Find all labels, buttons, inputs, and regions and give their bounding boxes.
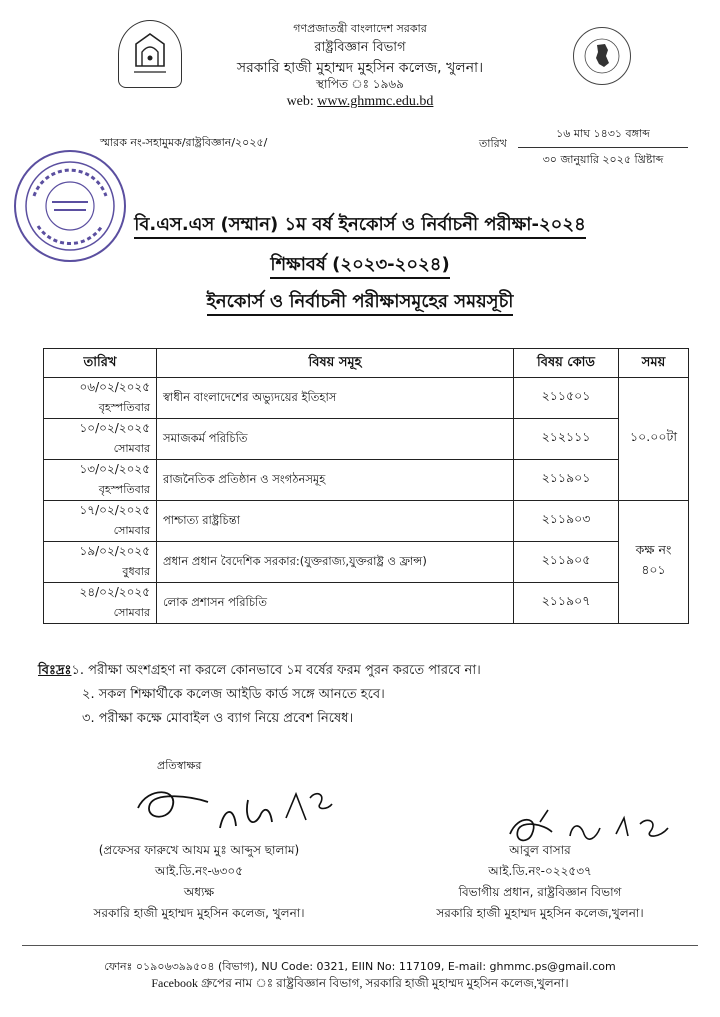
table-row bbox=[44, 501, 689, 542]
schedule-title-text: ইনকোর্স ও নির্বাচনী পরীক্ষাসমূহের সময়সূচী bbox=[207, 291, 514, 316]
table-header-row bbox=[44, 349, 689, 378]
date-label: তারিখ bbox=[479, 137, 507, 150]
exam-day: সোমবার bbox=[113, 605, 150, 619]
head-id: আই.ডি.নং-০২২৫৩৭ bbox=[488, 864, 592, 878]
header-subject: বিষয় সমূহ bbox=[157, 349, 514, 378]
exam-title bbox=[100, 210, 620, 241]
exam-date: ১৯/০২/২০২৫ bbox=[79, 543, 150, 558]
college-name: সরকারি হাজী মুহাম্মদ মুহসিন কলেজ, খুলনা। bbox=[236, 60, 484, 76]
exam-day: বৃহস্পতিবার bbox=[98, 400, 150, 414]
header-date: তারিখ bbox=[44, 349, 157, 378]
department-head-signatory bbox=[400, 840, 680, 924]
principal-signature bbox=[120, 778, 340, 844]
header-code: বিষয় কোড bbox=[514, 349, 619, 378]
notes-section bbox=[38, 659, 481, 731]
countersign-label: প্রতিস্বাক্ষর bbox=[157, 759, 202, 772]
note-item-2: ২. সকল শিক্ষার্থীকে কলেজ আইডি কার্ড সঙ্গে আনতে হবে। bbox=[82, 687, 385, 702]
code-cell: ২১১৯০৩ bbox=[514, 501, 619, 542]
principal-signatory bbox=[64, 840, 334, 924]
date-cell bbox=[44, 501, 157, 542]
head-name: আবুল বাসার bbox=[509, 843, 571, 857]
footer-divider bbox=[22, 945, 698, 946]
code-cell: ২১১৯০৭ bbox=[514, 583, 619, 624]
established-year: স্থাপিত ঃ ১৯৬৯ bbox=[316, 77, 404, 91]
note-item-1 bbox=[38, 659, 481, 683]
department-seal-stamp bbox=[14, 150, 126, 262]
date-cell bbox=[44, 460, 157, 501]
exam-date: ১৩/০২/২০২৫ bbox=[79, 461, 150, 476]
room-label: কক্ষ নং bbox=[635, 542, 672, 557]
code-cell: ২১২১১১ bbox=[514, 419, 619, 460]
website-link[interactable]: www.ghmmc.edu.bd bbox=[317, 94, 434, 109]
exam-title-text: বি.এস.এস (সম্মান) ১ম বর্ষ ইনকোর্স ও নির্বাচনী পরীক্ষা-২০২৪ bbox=[134, 214, 586, 239]
exam-date: ২৪/০২/২০২৫ bbox=[79, 584, 150, 599]
time-cell: ১০.০০টা bbox=[619, 378, 689, 501]
table-row bbox=[44, 583, 689, 624]
exam-date: ১৭/০২/২০২৫ bbox=[79, 502, 150, 517]
footer-facebook: Facebook গ্রুপের নাম ঃ রাষ্ট্রবিজ্ঞান বিভাগ, সরকারি হাজী মুহাম্মদ মুহসিন কলেজ,খুলনা। bbox=[151, 976, 569, 990]
exam-day: বুধবার bbox=[122, 564, 150, 578]
seal-stamp-icon bbox=[20, 156, 120, 256]
exam-day: সোমবার bbox=[113, 441, 150, 455]
note-text-1: ১. পরীক্ষা অংশগ্রহণ না করলে কোনভাবে ১ম বর্ষের ফরম পুরন করতে পারবে না। bbox=[71, 663, 481, 678]
principal-id: আই.ডি.নং-৬৩০৫ bbox=[155, 864, 243, 878]
date-cell bbox=[44, 419, 157, 460]
code-cell: ২১১৯০৫ bbox=[514, 542, 619, 583]
memo-number: স্মারক নং-সহামুমক/রাষ্ট্রবিজ্ঞান/২০২৫/ bbox=[100, 136, 268, 149]
subject-cell: স্বাধীন বাংলাদেশের অভ্যুদয়ের ইতিহাস bbox=[157, 378, 514, 419]
exam-date: ০৬/০২/২০২৫ bbox=[79, 379, 150, 394]
head-title: বিভাগীয় প্রধান, রাষ্ট্রবিজ্ঞান বিভাগ bbox=[458, 885, 622, 899]
room-cell bbox=[619, 501, 689, 624]
date-bangla: ১৬ মাঘ ১৪৩১ বঙ্গাব্দ bbox=[518, 125, 688, 148]
session-title bbox=[100, 250, 620, 281]
subject-cell: রাজনৈতিক প্রতিষ্ঠান ও সংগঠনসমূহ bbox=[157, 460, 514, 501]
date-cell bbox=[44, 378, 157, 419]
table-row bbox=[44, 419, 689, 460]
website-line bbox=[150, 94, 570, 110]
principal-org: সরকারি হাজী মুহাম্মদ মুহসিন কলেজ, খুলনা। bbox=[93, 906, 305, 920]
schedule-table bbox=[43, 348, 689, 624]
room-number: ৪০১ bbox=[641, 562, 666, 577]
subject-cell: প্রধান প্রধান বৈদেশিক সরকার:(যুক্তরাজ্য,যুক্তরাষ্ট্র ও ফ্রান্স) bbox=[157, 542, 514, 583]
website-label: web: bbox=[286, 94, 314, 109]
date-block bbox=[518, 125, 688, 170]
table-row bbox=[44, 542, 689, 583]
table-row bbox=[44, 460, 689, 501]
footer-contact: ফোনঃ ০১৯০৬৩৯৯৫০৪ (বিভাগ), NU Code: 0321, EIIN No: 117109, E-mail: ghmmc.ps@gmail.com bbox=[104, 960, 616, 973]
note-item-3: ৩. পরীক্ষা কক্ষে মোবাইল ও ব্যাগ নিয়ে প্রবেশ নিষেধ। bbox=[82, 711, 354, 726]
government-name: গণপ্রজাতন্ত্রী বাংলাদেশ সরকার bbox=[293, 22, 427, 35]
header-time: সময় bbox=[619, 349, 689, 378]
exam-day: সোমবার bbox=[113, 523, 150, 537]
subject-cell: পাশ্চাত্য রাষ্ট্রচিন্তা bbox=[157, 501, 514, 542]
head-org: সরকারি হাজী মুহাম্মদ মুহসিন কলেজ,খুলনা। bbox=[436, 906, 644, 920]
date-cell bbox=[44, 542, 157, 583]
schedule-title bbox=[100, 287, 620, 318]
exam-day: বৃহস্পতিবার bbox=[98, 482, 150, 496]
department-name: রাষ্ট্রবিজ্ঞান বিভাগ bbox=[314, 40, 406, 55]
bangladesh-map-icon bbox=[580, 34, 624, 78]
notes-label: বিঃদ্রঃ bbox=[38, 663, 72, 678]
code-cell: ২১১৯০১ bbox=[514, 460, 619, 501]
government-seal bbox=[573, 27, 631, 85]
session-title-text: শিক্ষাবর্ষ (২০২৩-২০২৪) bbox=[270, 254, 449, 279]
code-cell: ২১১৫০১ bbox=[514, 378, 619, 419]
exam-date: ১০/০২/২০২৫ bbox=[79, 420, 150, 435]
table-row bbox=[44, 378, 689, 419]
principal-name: (প্রফেসর ফারুখে আযম মুঃ আব্দুস ছালাম) bbox=[98, 843, 300, 857]
subject-cell: সমাজকর্ম পরিচিতি bbox=[157, 419, 514, 460]
date-cell bbox=[44, 583, 157, 624]
date-english: ৩০ জানুয়ারি ২০২৫ খ্রিষ্টাব্দ bbox=[542, 153, 664, 166]
principal-title: অধ্যক্ষ bbox=[183, 885, 215, 899]
subject-cell: লোক প্রশাসন পরিচিতি bbox=[157, 583, 514, 624]
